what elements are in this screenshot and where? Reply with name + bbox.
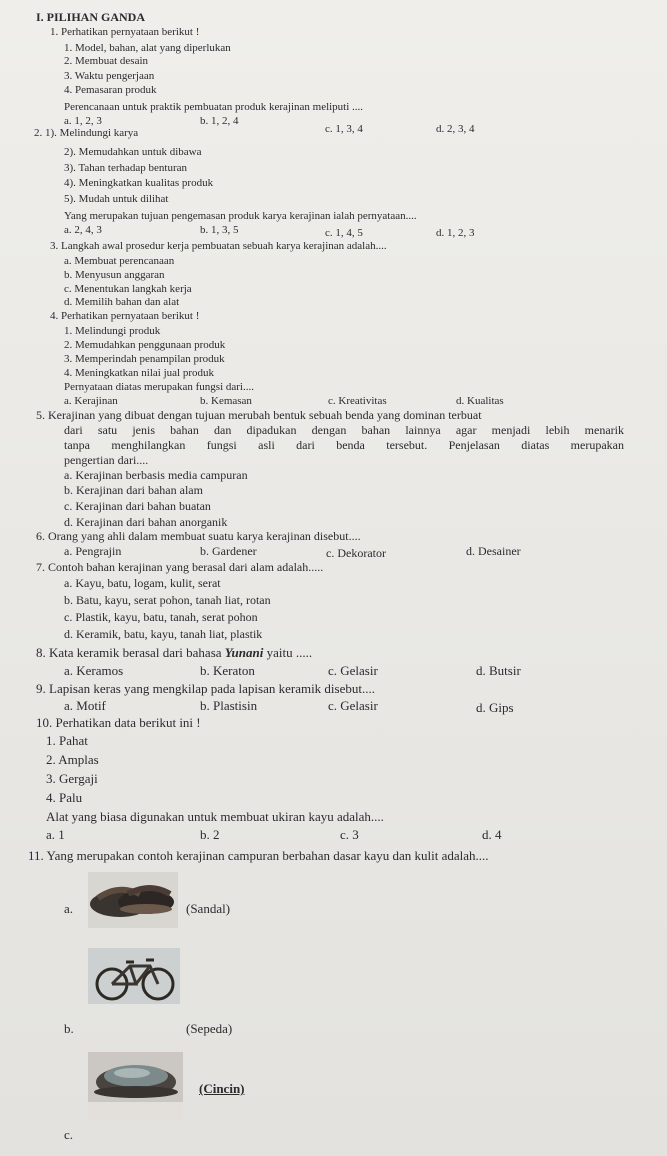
- q7-option-d[interactable]: d. Keramik, batu, kayu, tanah liat, plastik: [64, 627, 263, 641]
- q1-option-a[interactable]: a. 1, 2, 3: [64, 115, 102, 127]
- q1-item-3: 3. Waktu pengerjaan: [64, 70, 155, 82]
- q10-option-b[interactable]: b. 2: [200, 827, 220, 842]
- q8-option-a[interactable]: a. Keramos: [64, 663, 124, 678]
- q1-option-b[interactable]: b. 1, 2, 4: [200, 115, 239, 127]
- q1-stem: 1. Perhatikan pernyataan berikut !: [50, 26, 200, 38]
- q3-option-d[interactable]: d. Memilih bahan dan alat: [64, 296, 180, 308]
- q4-option-a[interactable]: a. Kerajinan: [64, 395, 118, 407]
- q6-stem: 6. Orang yang ahli dalam membuat suatu karya kerajinan disebut....: [36, 529, 361, 543]
- q6-option-c[interactable]: c. Dekorator: [326, 546, 386, 560]
- q1-item-4: 4. Pemasaran produk: [64, 84, 157, 96]
- q11-option-b-letter[interactable]: b.: [64, 1021, 74, 1036]
- q9-option-d[interactable]: d. Gips: [476, 700, 514, 715]
- q2-option-b[interactable]: b. 1, 3, 5: [200, 224, 239, 236]
- q3-stem: 3. Langkah awal prosedur kerja pembuatan sebuah karya kerajinan adalah....: [50, 240, 387, 252]
- q10-question: Alat yang biasa digunakan untuk membuat ukiran kayu adalah....: [46, 809, 384, 824]
- q10-item-3: 3. Gergaji: [46, 771, 98, 786]
- q7-option-b[interactable]: b. Batu, kayu, serat pohon, tanah liat, rotan: [64, 593, 271, 607]
- q5-option-a[interactable]: a. Kerajinan berbasis media campuran: [64, 468, 248, 482]
- q11-option-a-label: (Sandal): [186, 901, 231, 916]
- q4-item-3: 3. Memperindah penampilan produk: [64, 353, 225, 365]
- q4-stem: 4. Perhatikan pernyataan berikut !: [50, 310, 200, 322]
- q2-option-c[interactable]: c. 1, 4, 5: [325, 227, 363, 239]
- q11-option-b-label: (Sepeda): [186, 1021, 233, 1036]
- q1-item-1: 1. Model, bahan, alat yang diperlukan: [64, 42, 231, 54]
- q6-option-a[interactable]: a. Pengrajin: [64, 544, 122, 558]
- q9-stem: 9. Lapisan keras yang mengkilap pada lapisan keramik disebut....: [36, 681, 375, 696]
- q8-stem: 8. Kata keramik berasal dari bahasa Yunani yaitu .....: [36, 645, 313, 660]
- q11-option-a-letter[interactable]: a.: [64, 901, 74, 916]
- q10-item-1: 1. Pahat: [46, 733, 88, 748]
- q7-option-a[interactable]: a. Kayu, batu, logam, kulit, serat: [64, 576, 221, 590]
- q3-option-c[interactable]: c. Menentukan langkah kerja: [64, 283, 192, 295]
- q4-item-2: 2. Memudahkan penggunaan produk: [64, 339, 226, 351]
- q5-stem-line-1: 5. Kerajinan yang dibuat dengan tujuan merubah bentuk sebuah benda yang dominan terbuat: [36, 408, 482, 422]
- q2-item-3: 3). Tahan terhadap benturan: [64, 162, 188, 174]
- q10-item-2: 2. Amplas: [46, 752, 99, 767]
- q5-option-d[interactable]: d. Kerajinan dari bahan anorganik: [64, 515, 228, 529]
- q1-question: Perencanaan untuk praktik pembuatan produk kerajinan meliputi ....: [64, 101, 364, 113]
- q7-option-c[interactable]: c. Plastik, kayu, batu, tanah, serat pohon: [64, 610, 258, 624]
- q2-question: Yang merupakan tujuan pengemasan produk karya kerajinan ialah pernyataan....: [64, 210, 417, 222]
- bicycle-photo[interactable]: [88, 948, 180, 1004]
- section-title: I. PILIHAN GANDA: [36, 10, 146, 24]
- q2-item-4: 4). Meningkatkan kualitas produk: [64, 177, 214, 189]
- q11-option-c-letter[interactable]: c.: [64, 1127, 74, 1142]
- sandal-photo[interactable]: [88, 872, 178, 928]
- q4-option-b[interactable]: b. Kemasan: [200, 395, 252, 407]
- q10-item-4: 4. Palu: [46, 790, 83, 805]
- q6-option-d[interactable]: d. Desainer: [466, 544, 521, 558]
- q4-item-4: 4. Meningkatkan nilai jual produk: [64, 367, 214, 379]
- q5-stem-line-2: dari satu jenis bahan dan dipadukan dengan bahan lainnya agar menjadi lebih menarik: [64, 423, 624, 437]
- q8-option-b[interactable]: b. Keraton: [200, 663, 255, 678]
- q11-stem: 11. Yang merupakan contoh kerajinan campuran berbahan dasar kayu dan kulit adalah....: [28, 848, 489, 863]
- q9-option-c[interactable]: c. Gelasir: [328, 698, 378, 713]
- ring-photo[interactable]: [88, 1052, 183, 1120]
- q2-option-a[interactable]: a. 2, 4, 3: [64, 224, 102, 236]
- q2-option-d[interactable]: d. 1, 2, 3: [436, 227, 475, 239]
- q2-item-5: 5). Mudah untuk dilihat: [64, 193, 169, 205]
- q3-option-a[interactable]: a. Membuat perencanaan: [64, 255, 175, 267]
- q1-option-c[interactable]: c. 1, 3, 4: [325, 123, 363, 135]
- q10-option-d[interactable]: d. 4: [482, 827, 502, 842]
- q6-option-b[interactable]: b. Gardener: [200, 544, 257, 558]
- q1-option-d[interactable]: d. 2, 3, 4: [436, 123, 475, 135]
- q8-option-d[interactable]: d. Butsir: [476, 663, 521, 678]
- q9-option-a[interactable]: a. Motif: [64, 698, 106, 713]
- q1-item-2: 2. Membuat desain: [64, 55, 149, 67]
- q4-option-d[interactable]: d. Kualitas: [456, 395, 504, 407]
- q10-stem: 10. Perhatikan data berikut ini !: [36, 715, 201, 730]
- q8-option-c[interactable]: c. Gelasir: [328, 663, 378, 678]
- q4-item-1: 1. Melindungi produk: [64, 325, 161, 337]
- q9-option-b[interactable]: b. Plastisin: [200, 698, 258, 713]
- q5-stem-line-4: pengertian dari....: [64, 453, 149, 467]
- q2-item-1: 2. 1). Melindungi karya: [34, 127, 139, 139]
- q8-yunani: Yunani: [224, 645, 264, 660]
- q5-stem-line-3: tanpa menghilangkan fungsi asli dari benda tersebut. Penjelasan diatas merupakan: [64, 438, 624, 452]
- q2-item-2: 2). Memudahkan untuk dibawa: [64, 146, 202, 158]
- q4-question: Pernyataan diatas merupakan fungsi dari....: [64, 381, 254, 393]
- q5-option-c[interactable]: c. Kerajinan dari bahan buatan: [64, 499, 211, 513]
- q5-option-b[interactable]: b. Kerajinan dari bahan alam: [64, 483, 203, 497]
- q3-option-b[interactable]: b. Menyusun anggaran: [64, 269, 165, 281]
- q11-option-c-label: (Cincin): [199, 1081, 245, 1096]
- q10-option-a[interactable]: a. 1: [46, 827, 65, 842]
- q7-stem: 7. Contoh bahan kerajinan yang berasal dari alam adalah.....: [36, 560, 324, 574]
- q4-option-c[interactable]: c. Kreativitas: [328, 395, 387, 407]
- q10-option-c[interactable]: c. 3: [340, 827, 359, 842]
